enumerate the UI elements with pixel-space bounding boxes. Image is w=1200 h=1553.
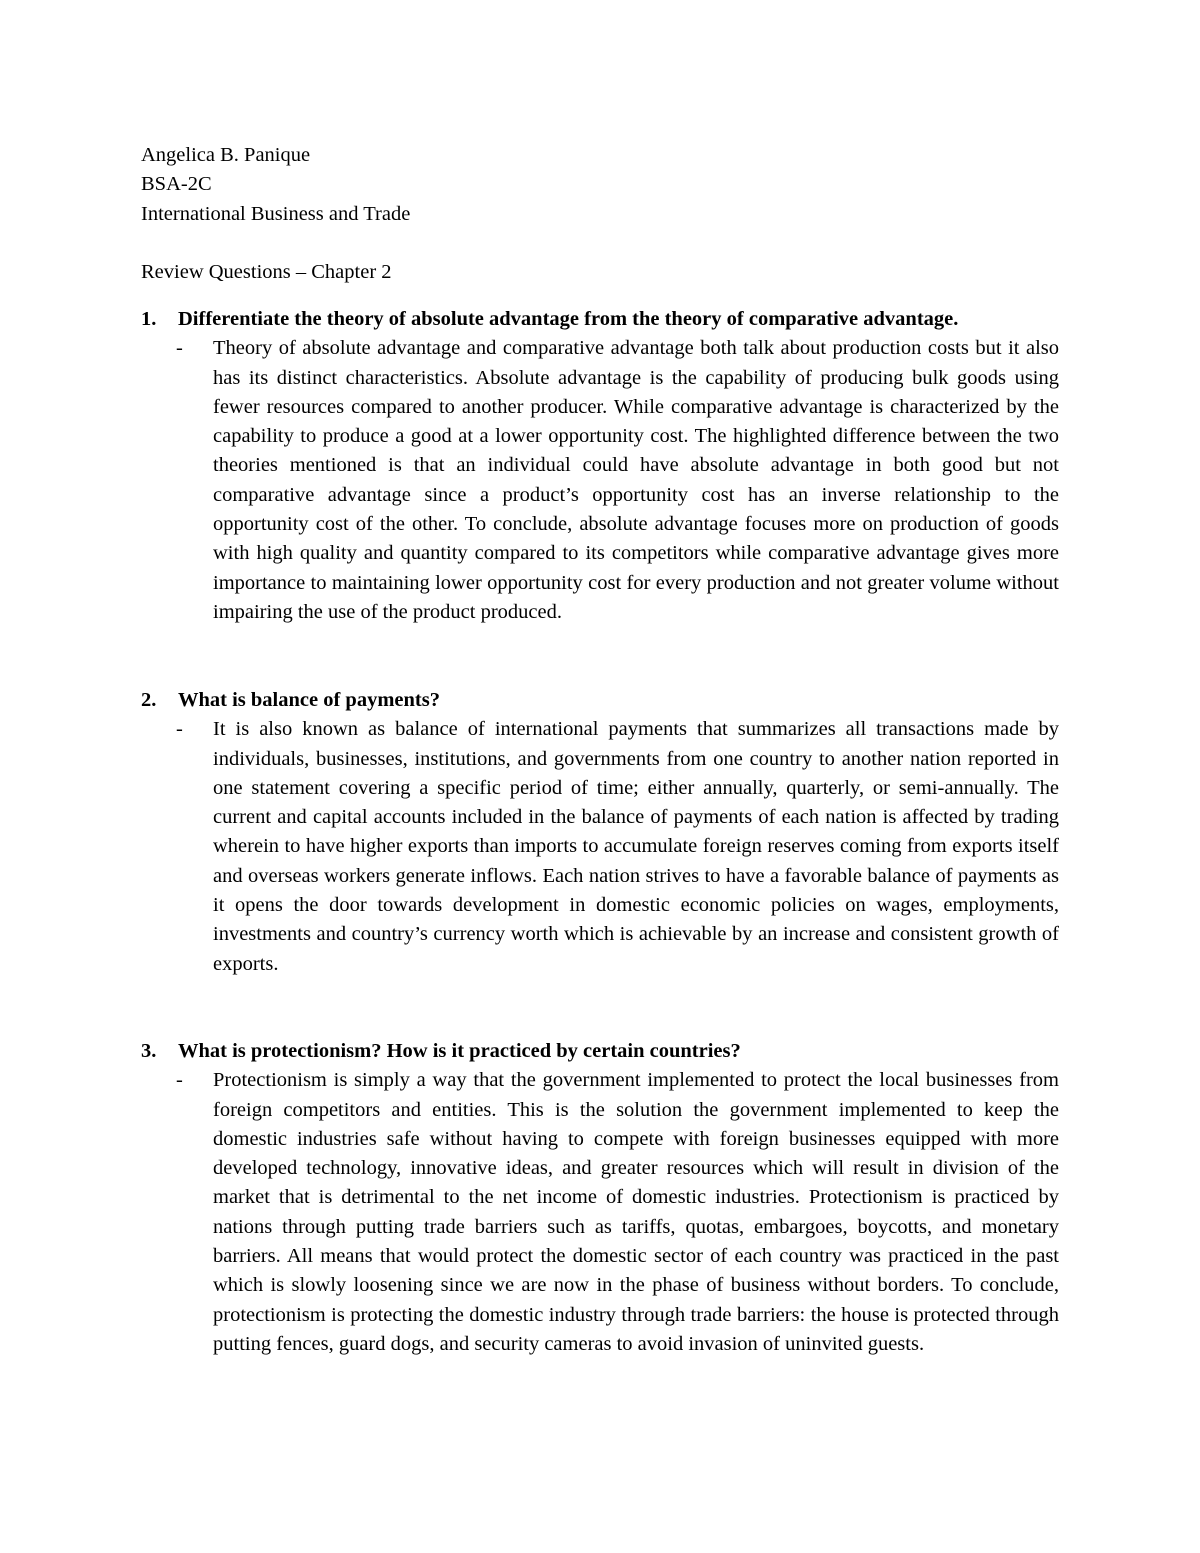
question-text: What is balance of payments? [178,689,440,711]
question-item [141,1037,1061,1359]
question-number: 1. [141,308,157,330]
question-heading [141,686,1061,715]
question-number: 2. [141,689,157,711]
answer-bullet: - [176,337,183,360]
answer-bullet: - [176,1069,183,1092]
question-heading [141,1037,1061,1066]
student-section: BSA-2C [141,173,212,196]
question-text: Differentiate the theory of absolute advantage from the theory of comparative advantage. [178,308,959,330]
review-title: Review Questions – Chapter 2 [141,261,392,283]
answer-paragraph [176,334,1059,627]
question-item [141,686,1061,979]
answer-text: Protectionism is simply a way that the government implemented to protect the local businesses from foreign competitors and entities. This is the solution the government implemented to keep the domestic industries safe without having to compete with foreign businesses equipped with more developed technology, innovative ideas, and greater resources which will result in division of the market that is detrimental to the net income of domestic industries. Protectionism is practiced by nations through putting trade barriers such as tariffs, quotas, embargoes, boycotts, and monetary barriers. All means that would protect the domestic sector of each country was practiced in the past which is slowly loosening since we are now in the phase of business without borders. To conclude, protectionism is protecting the domestic industry through trade barriers: the house is protected through putting fences, guard dogs, and security cameras to avoid invasion of uninvited guests. [213,1069,1059,1355]
answer-text: It is also known as balance of international payments that summarizes all transactions made by individuals, businesses, institutions, and governments from one country to another nation reported in one statement covering a specific period of time; either annually, quarterly, or semi-annually. The current and capital accounts included in the balance of payments of each nation is affected by trading wherein to have higher exports than imports to accumulate foreign reserves coming from exports itself and overseas workers generate inflows. Each nation strives to have a favorable balance of payments as it opens the door towards development in domestic economic policies on wages, employments, investments and country’s currency worth which is achievable by an increase and consistent growth of exports. [213,718,1059,975]
answer-bullet: - [176,718,183,741]
document-header [141,141,1061,229]
answer-paragraph [176,1066,1059,1359]
answer-text: Theory of absolute advantage and comparative advantage both talk about production costs but it also has its distinct characteristics. Absolute advantage is the capability of producing bulk goods using fewer resources compared to another producer. While comparative advantage is characterized by the capability to produce a good at a lower opportunity cost. The highlighted difference between the two theories mentioned is that an individual could have absolute advantage in both good but not comparative advantage since a product’s opportunity cost has an inverse relationship to the opportunity cost of the other. To conclude, absolute advantage focuses more on production of goods with high quality and quantity compared to its competitors while comparative advantage gives more importance to maintaining lower opportunity cost for every production and not greater volume without impairing the use of the product produced. [213,337,1059,623]
answer-paragraph [176,715,1059,979]
question-item [141,305,1061,627]
student-name: Angelica B. Panique [141,144,311,166]
course-title: International Business and Trade [141,202,411,225]
question-number: 3. [141,1040,157,1062]
question-text: What is protectionism? How is it practiced by certain countries? [178,1040,741,1062]
question-heading [141,305,1061,334]
